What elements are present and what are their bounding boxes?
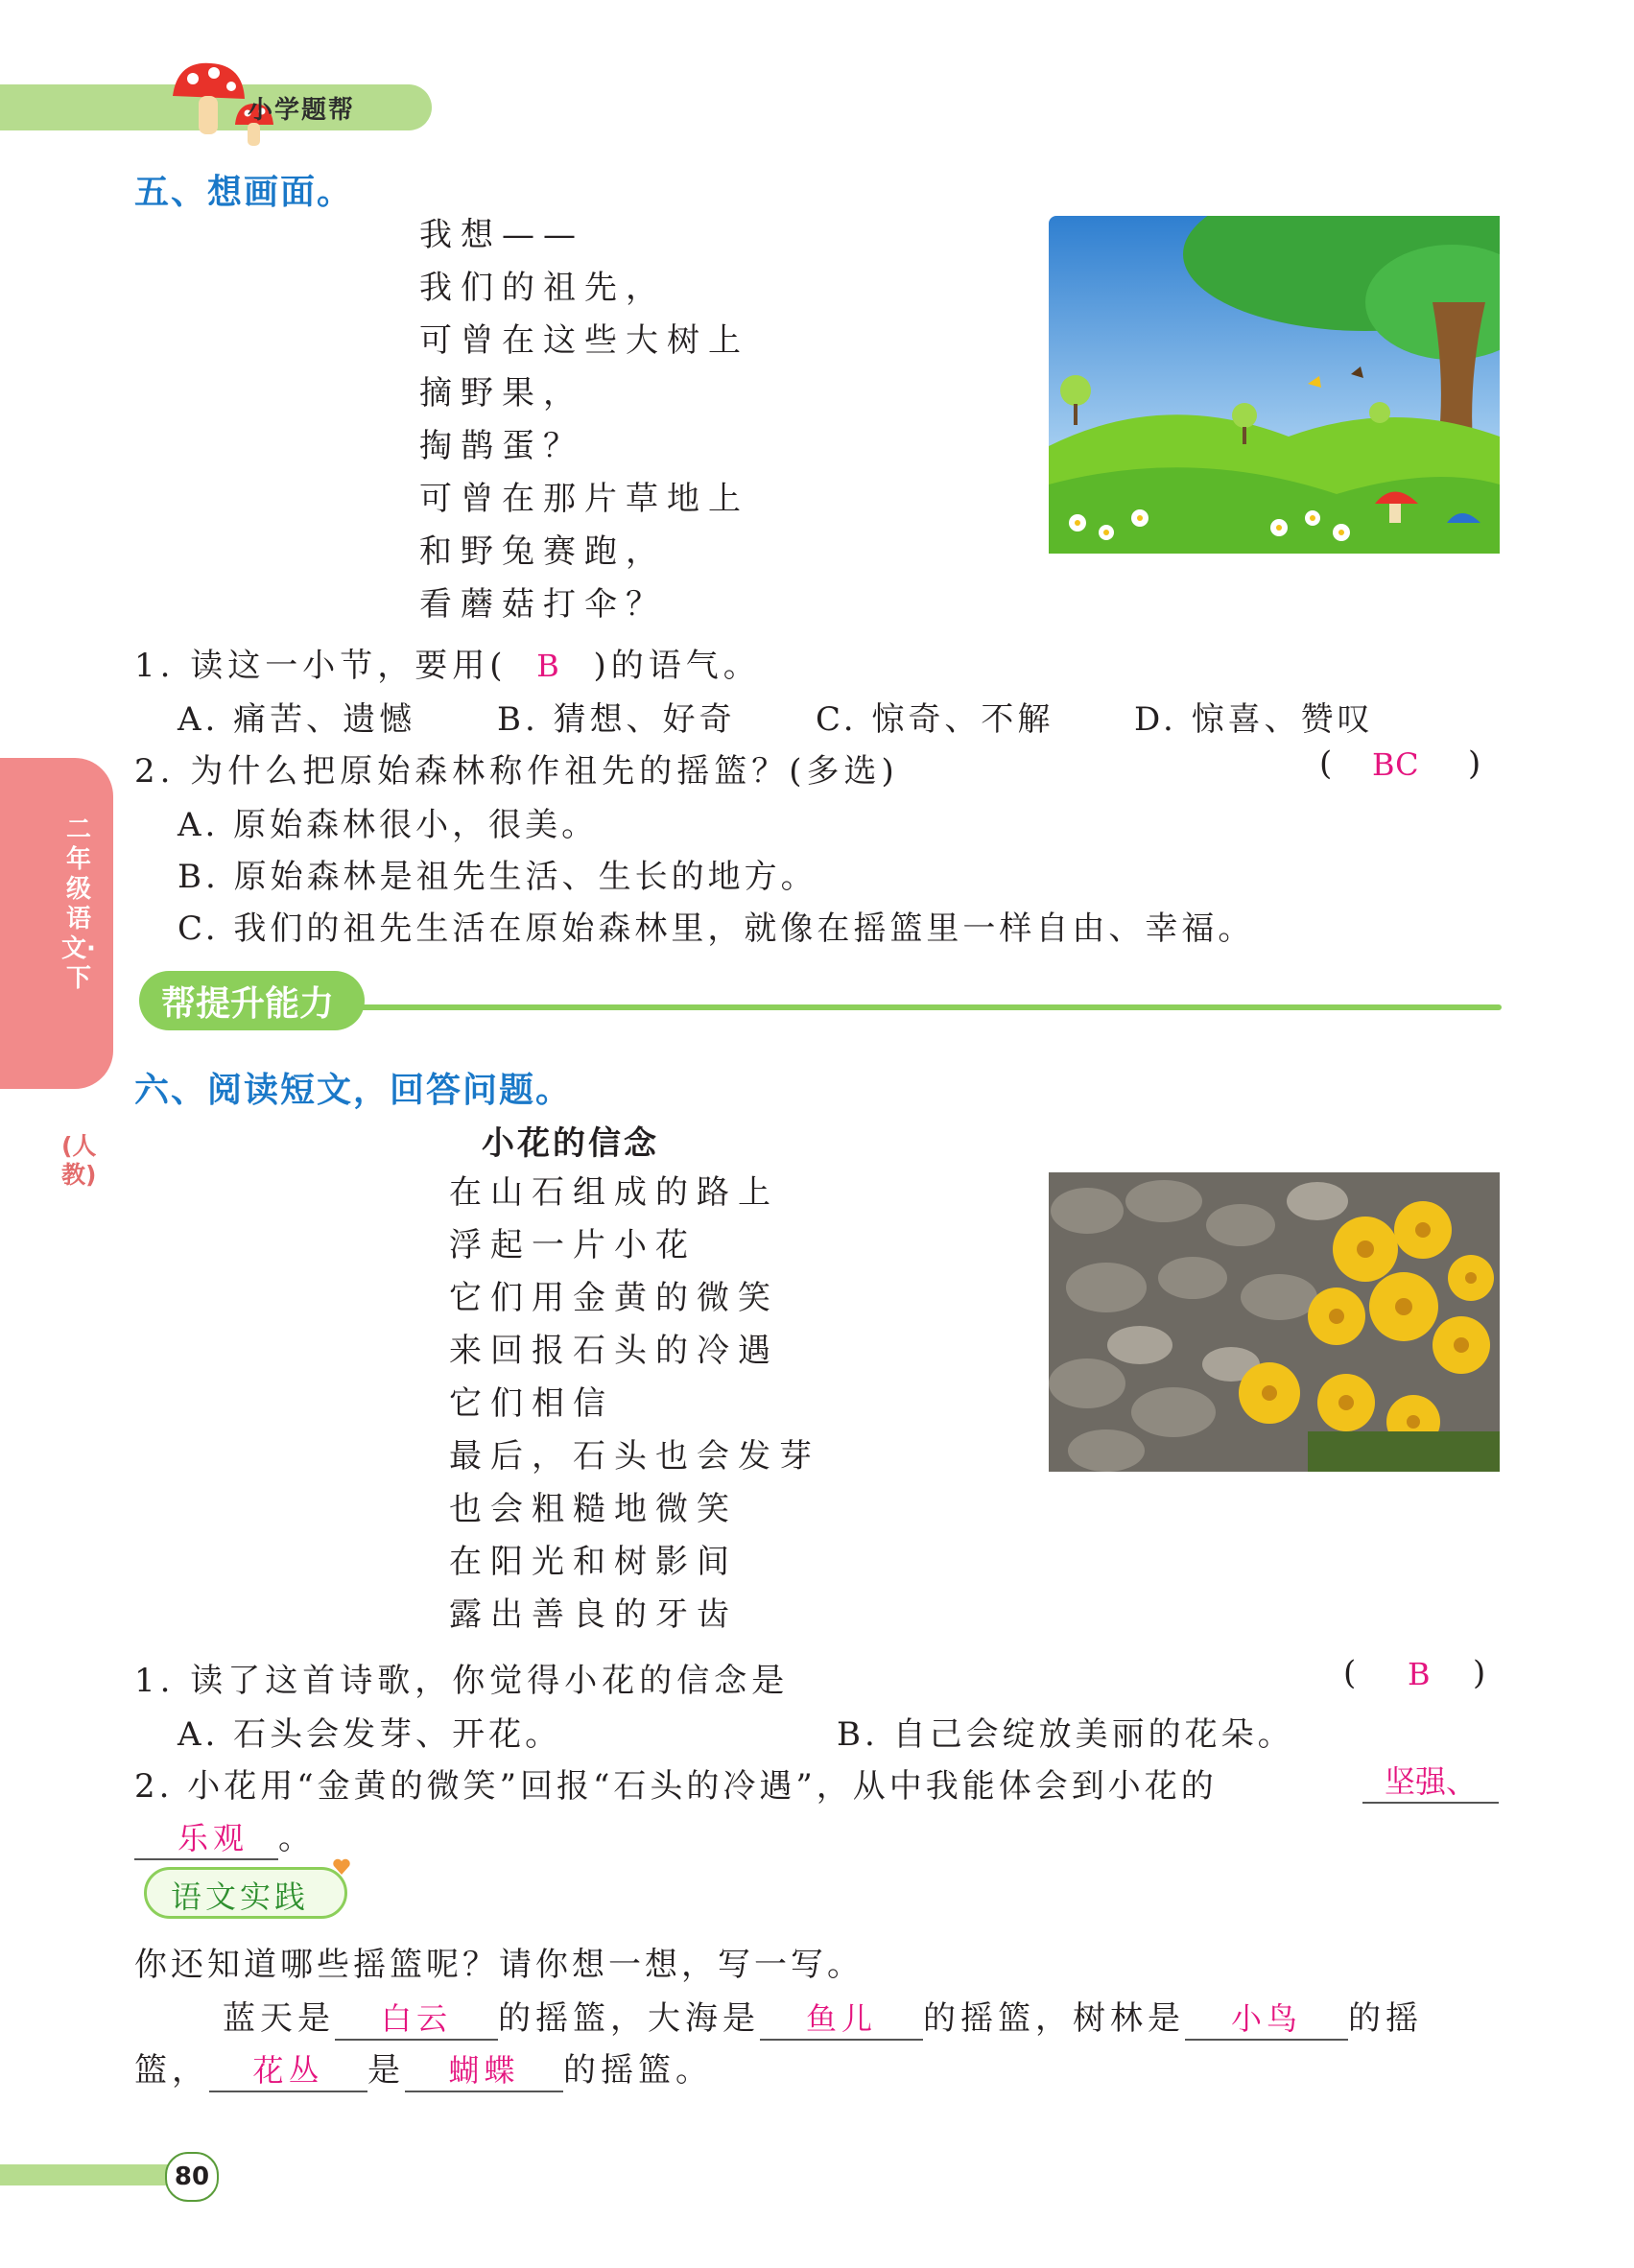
- brand-name: 小学题帮: [248, 96, 356, 125]
- s6-q1-text: 1. 读了这首诗歌，你觉得小花的信念是: [134, 1662, 790, 1700]
- poem-line: 露出善良的牙齿: [449, 1595, 738, 1634]
- practice-l2-a2: 蝴蝶: [405, 2046, 563, 2092]
- poem-line: 它们用金黄的微笑: [449, 1279, 779, 1317]
- s5-q1-answer: B: [536, 648, 564, 684]
- poem-line: 最后，石头也会发芽: [449, 1437, 820, 1476]
- s5-q2-paren-open: (: [1319, 744, 1338, 783]
- practice-l1-a3: 小鸟: [1185, 1995, 1348, 2041]
- practice-line1: [223, 1992, 1423, 2041]
- s5-q1-option-c: C. 惊奇、不解: [816, 700, 1054, 739]
- poem-line: 摘野果，: [419, 374, 584, 413]
- s5-q1: [134, 639, 761, 686]
- practice-line2: [134, 2044, 713, 2092]
- s5-q1-text-after: )的语气。: [593, 647, 761, 685]
- section6-poem: [449, 1167, 820, 1642]
- poem-line: 在阳光和树影间: [449, 1543, 738, 1581]
- s5-q1-option-d: D. 惊喜、赞叹: [1134, 700, 1374, 739]
- s6-q1-answer: B: [1408, 1656, 1431, 1692]
- practice-l1-a1: 白云: [335, 1995, 498, 2041]
- s6-q1-option-a: A. 石头会发芽、开花。: [178, 1715, 562, 1754]
- s6-q2-answer-line2: 乐观: [134, 1814, 278, 1860]
- poem-line: 我们的祖先，: [419, 269, 667, 307]
- poem-line: 可曾在这些大树上: [419, 321, 749, 360]
- s5-q2-answer: BC: [1372, 746, 1419, 783]
- forest-meadow-image: [1049, 216, 1500, 554]
- section5-title: 五、想画面。: [134, 173, 354, 212]
- s5-q2-text: 2. 为什么把原始森林称作祖先的摇篮？(多选): [134, 752, 899, 791]
- s6-q1-paren-close: ): [1473, 1654, 1491, 1692]
- practice-l2-p2: 是: [367, 2051, 405, 2090]
- page-number: 80: [165, 2152, 219, 2202]
- poem-line: 可曾在那片草地上: [419, 480, 749, 518]
- s5-q1-option-a: A. 痛苦、遗憾: [178, 700, 416, 739]
- s6-q1-option-b: B. 自己会绽放美丽的花朵。: [837, 1715, 1294, 1754]
- poem-line: 和野兔赛跑，: [419, 532, 667, 571]
- practice-l1-a2: 鱼儿: [760, 1995, 923, 2041]
- poem-line: 掏鹊蛋？: [419, 427, 584, 465]
- practice-prompt: 你还知道哪些摇篮呢？请你想一想，写一写。: [134, 1946, 864, 1984]
- section6-title: 六、阅读短文，回答问题。: [134, 1071, 573, 1110]
- s5-q1-text-before: 1. 读这一小节，要用(: [134, 647, 508, 685]
- s6-q2-text: 2. 小花用“金黄的微笑”回报“石头的冷遇”，从中我能体会到小花的: [134, 1767, 1218, 1806]
- practice-l2-a1: 花丛: [209, 2046, 367, 2092]
- s6-q2-answer-line1: 坚强、: [1362, 1758, 1499, 1804]
- s6-q2-line2: [134, 1811, 316, 1860]
- poem-line: 来回报石头的冷遇: [449, 1332, 779, 1370]
- practice-l1-p1: 蓝天是: [223, 1999, 335, 2038]
- heart-icon: [332, 1858, 351, 1876]
- poem-line: 在山石组成的路上: [449, 1173, 779, 1212]
- banner-label: 帮提升能力: [161, 984, 335, 1024]
- practice-l2-p1: 篮，: [134, 2051, 209, 2090]
- practice-l1-p2: 的摇篮，大海是: [498, 1999, 760, 2038]
- poem-line: 看蘑菇打伞？: [419, 585, 667, 624]
- poem-line: 浮起一片小花: [449, 1226, 697, 1264]
- side-tab-grade: 二年级语文·下: [61, 815, 96, 993]
- poem-title: 小花的信念: [482, 1124, 659, 1163]
- footer-bar: [0, 2164, 182, 2185]
- s5-q2-option-c: C. 我们的祖先生活在原始森林里，就像在摇篮里一样自由、幸福。: [178, 910, 1255, 948]
- practice-label: 语文实践: [171, 1878, 310, 1915]
- poem-line: 它们相信: [449, 1384, 614, 1423]
- s5-q2-option-b: B. 原始森林是祖先生活、生长的地方。: [178, 858, 817, 896]
- poem-line: 也会粗糙地微笑: [449, 1490, 738, 1528]
- practice-l1-p3: 的摇篮，树林是: [923, 1999, 1185, 2038]
- yellow-flowers-stones-image: [1049, 1172, 1500, 1472]
- s5-q1-option-b: B. 猜想、好奇: [497, 700, 736, 739]
- poem-line: 我想——: [419, 216, 584, 254]
- s5-q2-paren-close: ): [1468, 744, 1486, 783]
- side-tab-edition: (人教): [61, 1132, 97, 1189]
- s6-q2-end: 。: [278, 1819, 316, 1857]
- practice-l1-p4: 的摇: [1348, 1999, 1423, 2038]
- banner-line: [192, 1004, 1502, 1010]
- practice-l2-p3: 的摇篮。: [563, 2051, 713, 2090]
- s5-q2-option-a: A. 原始森林很小，很美。: [178, 806, 599, 844]
- section5-poem: [419, 209, 749, 631]
- s6-q1-paren-open: (: [1343, 1654, 1362, 1692]
